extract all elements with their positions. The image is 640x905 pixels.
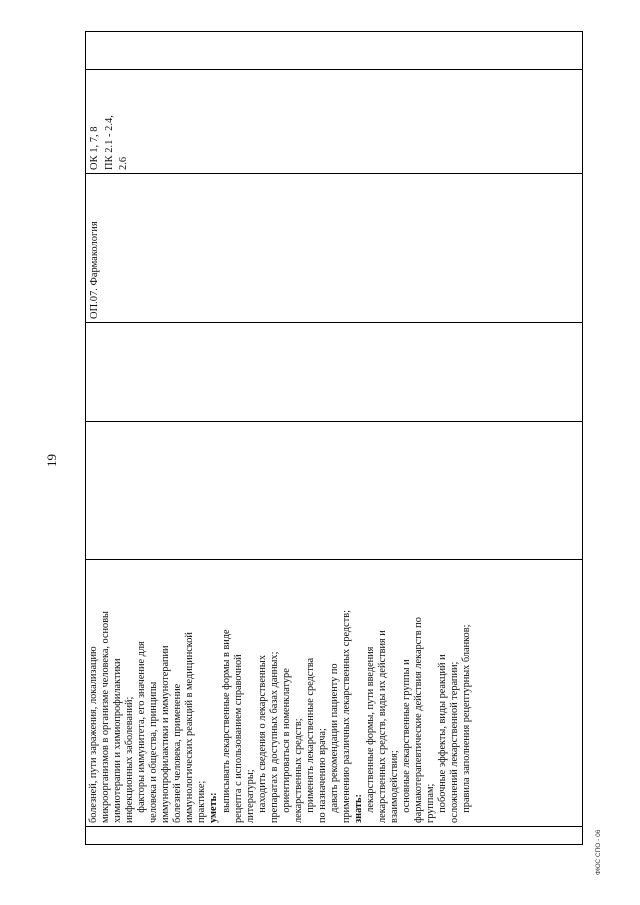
page-number: 19 [44,454,59,467]
content-line: применять лекарственные средства [304,657,316,823]
content-line: побочные эффекты, виды реакций и [437,654,449,823]
empty-cell [86,32,583,70]
table-row [86,32,583,845]
footer-code: ФЮС СПО - 06 [595,829,602,875]
content-line: взаимодействия; [389,750,401,823]
content-line: практике; [196,780,208,823]
content-line: группам; [425,783,437,823]
competence-line: 2.6 [118,156,129,170]
content-line: рецепта с использованием справочной [232,654,244,823]
content-line: находить сведения о лекарственных [256,655,268,823]
content-lines [88,563,474,823]
content-line: лекарственных средств; [292,718,304,823]
content-line: факторы иммунитета, его значение для [136,641,148,823]
index-cell [86,827,583,845]
content-cell [86,560,583,827]
content-line: инфекционных заболеваний; [124,696,136,823]
content-line: осложнений лекарственной терапии; [449,661,461,823]
content-line: болезней человека, применение [172,683,184,823]
discipline-cell [86,174,583,323]
content-line: химиотерапии и химиопрофилактики [112,658,124,823]
content-line: ориентироваться в номенклатуре [280,668,292,823]
content-line: давать рекомендации пациенту по [328,663,340,823]
content-line: препаратах в доступных базах данных; [268,651,280,823]
content-line: выписывать лекарственные формы в виде [220,629,232,823]
content-line: микроорганизмов в организме человека, основы [100,611,112,823]
section-heading: уметь: [208,792,220,823]
empty-cell [86,323,583,422]
content-line: применению различных лекарственных средств; [340,610,352,823]
section-heading: знать: [353,794,365,823]
content-line: иммунопрофилактики и иммунотерапии [160,645,172,823]
content-line: литературы; [244,769,256,823]
content-line: иммунологических реакций в медицинской [184,632,196,823]
content-line: лекарственные формы, пути введения [365,646,377,823]
competence-cell [86,70,583,174]
empty-cell [86,422,583,560]
content-line: по назначению врача; [316,728,328,823]
competence-line: ОК 1, 7, 8 [89,126,100,170]
rotated-page [40,35,600,875]
content-line: основные лекарственные группы и [401,659,413,823]
content-line: правила заполнения рецептурных бланков; [461,624,473,823]
content-line: человека и общества, принципы [148,681,160,823]
content-line: фармакотерапевтические действия лекарств по [413,617,425,823]
content-line: болезней, пути заражения, локализацию [88,646,99,823]
discipline-name: ОП.07. Фармакология [89,221,100,319]
curriculum-table [85,31,583,845]
competence-line: ПК 2.1 - 2.4, [103,115,115,170]
content-line: лекарственных средств, виды их действия и [377,630,389,823]
